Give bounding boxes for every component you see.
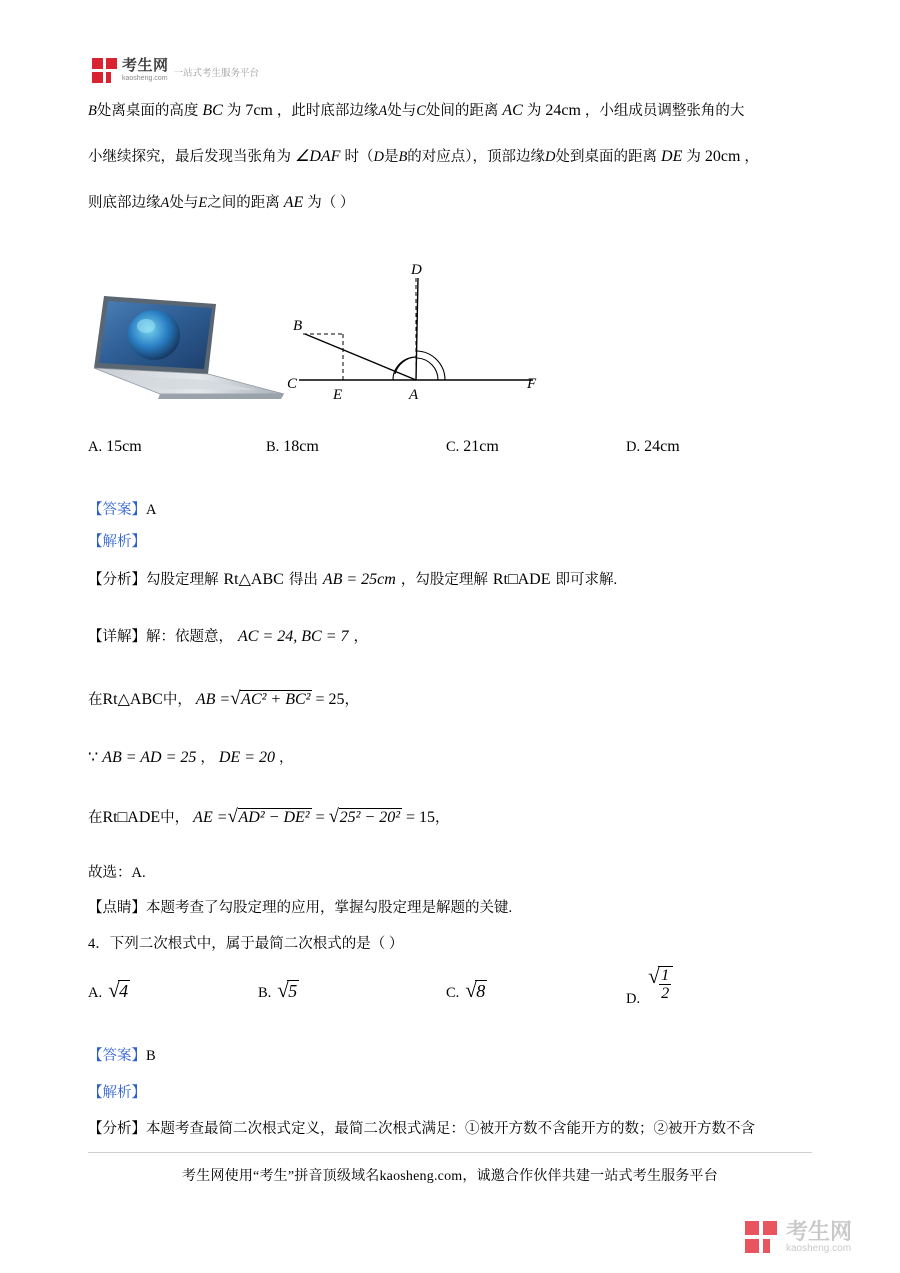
- dianjing-text: 本题考查了勾股定理的应用，掌握勾股定理是解题的关键.: [146, 900, 513, 916]
- xiangjie-text-1: 解：依题意，: [146, 629, 233, 645]
- stem-var-D2: D: [545, 149, 556, 165]
- q4-fenxi-row: [88, 1117, 755, 1138]
- site-logo: [92, 58, 259, 84]
- q4-option-c-label: C.: [446, 985, 460, 1001]
- stem-var-BC: BC: [202, 102, 223, 119]
- stem-text-18: 为（ ）: [307, 195, 355, 211]
- stem-text-9: 时（: [344, 149, 374, 165]
- step3-ae: AE =: [193, 809, 228, 826]
- q4-option-d-fraction: [659, 967, 671, 1002]
- stem-text-17: 之间的距离: [207, 195, 280, 211]
- option-a[interactable]: [88, 438, 142, 456]
- stem-text-5: 处间的距离: [425, 103, 499, 119]
- option-d-value: 24cm: [644, 438, 680, 455]
- stem-text-13: 为: [686, 149, 701, 165]
- step2-comma: ，: [200, 750, 215, 766]
- option-b-value: 18cm: [283, 438, 319, 455]
- stem-var-C: C: [416, 103, 426, 119]
- step1-eq: = 25: [315, 691, 345, 708]
- q4-option-a-label: A.: [88, 985, 103, 1001]
- step1-radical: [230, 690, 312, 709]
- conclusion-row: 故选：A.: [88, 865, 146, 881]
- stem-text-16: 处与: [169, 195, 199, 211]
- svg-text:A: A: [409, 387, 419, 403]
- step2-end: ，: [279, 750, 294, 766]
- fenxi-text-2: 得出: [288, 572, 318, 588]
- option-c[interactable]: [446, 438, 499, 456]
- q4-option-c-radical: [465, 980, 487, 1002]
- q4-answer-value: B: [146, 1048, 156, 1064]
- q4-option-a-radicand: 4: [119, 981, 129, 1001]
- stem-var-B2: B: [398, 149, 408, 165]
- step1-row: [88, 688, 359, 709]
- stem-var-A: A: [378, 103, 388, 119]
- stem-text-12: 处到桌面的距离: [555, 149, 658, 165]
- problem-stem: [88, 100, 818, 238]
- logo-name-cn: 考生网: [122, 57, 169, 74]
- q4-option-b-radical: [277, 980, 299, 1002]
- stem-text-10: 是: [383, 149, 399, 165]
- stem-var-E: E: [198, 195, 208, 211]
- step2-row: [88, 746, 294, 767]
- fenxi-ab-value: AB = 25cm: [322, 571, 396, 588]
- logo-icon: [92, 58, 118, 84]
- q4-answer-tag: 【答案】: [88, 1048, 146, 1064]
- q4-option-b[interactable]: [258, 980, 299, 1002]
- step3-mid: 中，: [160, 810, 190, 826]
- footer-text: 考生网使用“考生”拼音顶级域名kaosheng.com，诚邀合作伙伴共建一站式考生服务平台: [182, 1169, 718, 1184]
- stem-line-2: [88, 146, 818, 172]
- problem-figure: [88, 262, 558, 412]
- option-b[interactable]: [266, 438, 319, 456]
- q4-option-c-radicand: 8: [476, 981, 486, 1001]
- xiangjie-comma: ，: [353, 629, 368, 645]
- step1-mid: 中，: [162, 692, 192, 708]
- svg-text:E: E: [333, 387, 343, 403]
- stem-value-7cm: 7cm: [245, 102, 273, 119]
- dianjing-row: [88, 896, 512, 917]
- step2-de: DE = 20: [218, 749, 275, 766]
- q4-fenxi-tag: 【分析】: [88, 1121, 146, 1137]
- step1-ab: AB =: [195, 691, 231, 708]
- watermark-name-en: kaosheng.com: [785, 1243, 852, 1254]
- fenxi-rt-ade: Rt□ADE: [492, 571, 551, 588]
- stem-text-11: 的对应点），顶部边缘: [407, 149, 546, 165]
- q4-option-c[interactable]: [446, 980, 487, 1002]
- step3-eq-2: = 15: [405, 809, 436, 826]
- option-c-value: 21cm: [463, 438, 499, 455]
- step3-eq-1: =: [315, 809, 325, 826]
- stem-text-2: 为: [226, 103, 242, 119]
- fenxi-text-4: 即可求解.: [555, 572, 618, 588]
- stem-text-1: 处离桌面的高度: [96, 103, 199, 119]
- geometry-diagram: [283, 262, 553, 412]
- logo-text: [122, 58, 169, 83]
- option-d-label: D.: [626, 439, 641, 455]
- dianjing-tag: 【点睛】: [88, 900, 146, 916]
- stem-var-A2: A: [160, 195, 170, 211]
- xiangjie-tag: 【详解】: [88, 629, 146, 645]
- stem-text-6: 为: [526, 103, 542, 119]
- q4-fenxi-text: 本题考查最简二次根式定义，最简二次根式满足：①被开方数不含能开方的数；②被开方数不含: [146, 1121, 755, 1137]
- answer-tag: 【答案】: [88, 502, 146, 518]
- footer-divider: [88, 1152, 812, 1153]
- stem-text-7: ，小组成员调整张角的大: [584, 103, 745, 119]
- stem-var-AC: AC: [502, 102, 523, 119]
- xiangjie-row: [88, 625, 368, 646]
- step1-rt: Rt△ABC: [102, 691, 163, 708]
- fenxi-row: [88, 568, 617, 589]
- step1-end: ，: [344, 692, 359, 708]
- option-a-label: A.: [88, 439, 103, 455]
- stem-var-DE: DE: [661, 148, 683, 165]
- stem-text-15: 则底部边缘: [88, 195, 161, 211]
- fenxi-tag: 【分析】: [88, 572, 146, 588]
- step1-radicand: AC² + BC²: [241, 691, 311, 708]
- step3-row: [88, 806, 450, 827]
- step2-because: ∵: [88, 749, 99, 766]
- xiangjie-given: AC = 24, BC = 7: [238, 628, 349, 645]
- answer-row: [88, 498, 156, 519]
- fenxi-rt-abc: Rt△ABC: [223, 571, 284, 588]
- svg-text:F: F: [527, 376, 537, 392]
- step3-rt: Rt□ADE: [102, 809, 161, 826]
- q4-option-b-label: B.: [258, 985, 272, 1001]
- svg-text:D: D: [411, 262, 422, 278]
- fenxi-text-3: ，勾股定理解: [400, 572, 488, 588]
- footer-watermark: [745, 1221, 852, 1255]
- analysis-tag: 【解析】: [88, 534, 146, 550]
- q4-option-d[interactable]: [626, 966, 673, 1008]
- svg-text:B: B: [293, 318, 303, 334]
- step3-radicand-1: AD² − DE²: [238, 809, 310, 826]
- option-c-label: C.: [446, 439, 460, 455]
- stem-angle-DAF: ∠DAF: [295, 148, 341, 165]
- step3-radical-1: [228, 808, 312, 827]
- stem-var-B: B: [88, 103, 97, 119]
- stem-var-D1: D: [373, 149, 384, 165]
- watermark-text: [786, 1221, 852, 1255]
- q4-analysis-tag: 【解析】: [88, 1085, 146, 1101]
- q4-answer-row: [88, 1044, 156, 1065]
- stem-text-3: ，此时底部边缘: [276, 103, 379, 119]
- logo-slogan: 一站式考生服务平台: [173, 68, 260, 79]
- step3-radicand-2: 25² − 20²: [339, 809, 400, 826]
- stem-line-3: [88, 192, 818, 218]
- question4-stem: 4．下列二次根式中，属于最简二次根式的是（ ）: [88, 936, 404, 952]
- q4-option-a[interactable]: [88, 980, 130, 1002]
- stem-text-14: ，: [744, 149, 759, 165]
- q4-option-b-radicand: 5: [288, 981, 298, 1001]
- stem-value-20cm: 20cm: [704, 148, 741, 165]
- logo-name-en: kaosheng.com: [122, 75, 168, 82]
- option-d[interactable]: [626, 438, 680, 456]
- q4-option-d-label: D.: [626, 991, 641, 1008]
- step3-end: ，: [435, 810, 450, 826]
- q4-option-d-numerator: √ 1: [661, 966, 670, 984]
- q4-option-d-denominator: 2: [661, 984, 670, 1002]
- step3-pre: 在: [88, 810, 103, 826]
- q4-option-a-radical: [108, 980, 130, 1002]
- svg-text:C: C: [287, 376, 298, 392]
- q4-option-d-radical: [648, 966, 673, 1002]
- watermark-name-cn: 考生网: [785, 1219, 852, 1244]
- stem-line-1: [88, 100, 818, 126]
- laptop-illustration: [88, 290, 288, 410]
- step2-ab-ad: AB = AD = 25: [102, 749, 197, 766]
- stem-text-4: 处与: [387, 103, 417, 119]
- option-a-value: 15cm: [106, 438, 142, 455]
- stem-text-8: 小继续探究，最后发现当张角为: [88, 149, 291, 165]
- answer-value: A: [146, 502, 157, 518]
- stem-value-24cm: 24cm: [545, 102, 581, 119]
- fenxi-text-1: 勾股定理解: [146, 572, 219, 588]
- stem-var-AE: AE: [283, 194, 304, 211]
- step1-pre: 在: [88, 692, 103, 708]
- option-b-label: B.: [266, 439, 280, 455]
- q4-option-d-radicand: [658, 966, 673, 1002]
- watermark-logo-icon: [745, 1221, 779, 1255]
- step3-radical-2: [329, 808, 402, 827]
